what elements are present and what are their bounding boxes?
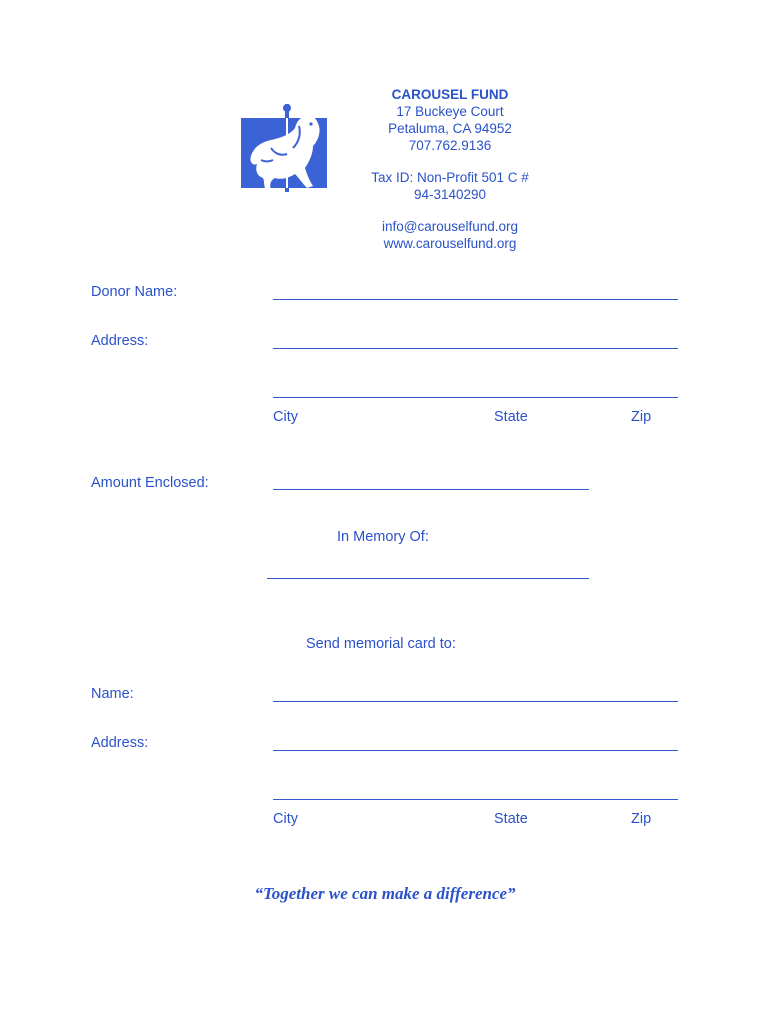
recipient-state-label: State (494, 811, 528, 827)
amount-line[interactable] (273, 489, 589, 490)
recipient-address-line-1[interactable] (273, 750, 678, 751)
org-email: info@carouselfund.org (381, 219, 519, 234)
donor-address-line-1[interactable] (273, 348, 678, 349)
org-street: 17 Buckeye Court (396, 104, 504, 119)
amount-label: Amount Enclosed: (91, 475, 209, 491)
recipient-address-line-2[interactable] (273, 799, 678, 800)
recipient-zip-label: Zip (631, 811, 652, 827)
org-phone: 707.762.9136 (408, 138, 492, 153)
recipient-address-label: Address: (91, 735, 149, 751)
donor-zip-label: Zip (631, 409, 652, 425)
memory-label: In Memory Of: (337, 529, 429, 545)
tax-label: Tax ID: Non-Profit 501 C # (371, 170, 529, 185)
org-city-line: Petaluma, CA 94952 (388, 121, 512, 136)
tagline: “Together we can make a difference” (254, 884, 516, 903)
memory-line[interactable] (267, 578, 589, 579)
recipient-name-line[interactable] (273, 701, 678, 702)
donor-city-label: City (273, 409, 298, 425)
tax-id: 94-3140290 (413, 187, 487, 202)
send-card-label: Send memorial card to: (306, 636, 456, 652)
org-name: CAROUSEL FUND (391, 87, 509, 102)
donor-name-line[interactable] (273, 299, 678, 300)
donor-name-label: Donor Name: (91, 284, 178, 300)
recipient-name-label: Name: (91, 686, 134, 702)
donor-address-label: Address: (91, 333, 149, 349)
recipient-city-label: City (273, 811, 298, 827)
donor-state-label: State (494, 409, 528, 425)
org-website: www.carouselfund.org (383, 236, 517, 251)
donor-address-line-2[interactable] (273, 397, 678, 398)
